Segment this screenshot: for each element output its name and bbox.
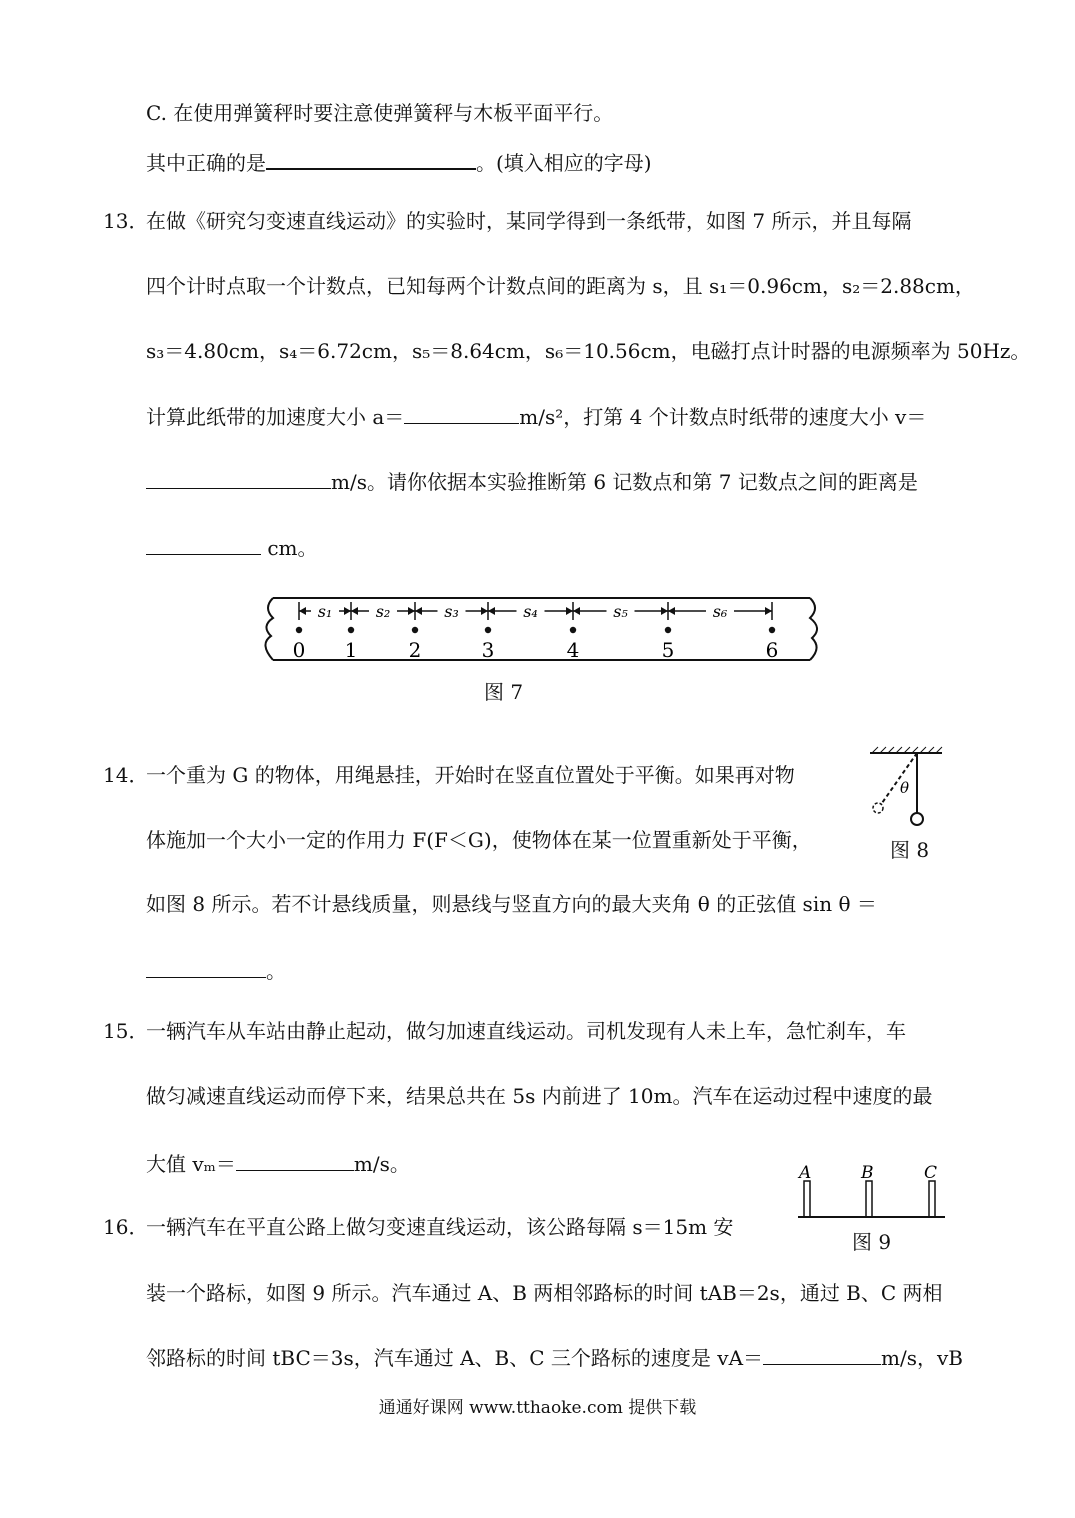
tape-arrowhead [415,607,422,615]
q12-answer-prefix: 其中正确的是 [146,151,266,175]
q12-answer-suffix: 。(填入相应的字母) [476,151,652,175]
q16-vb-label: m/s，vB [881,1346,963,1370]
tape-point-6 [769,627,775,633]
tape-point-0 [296,627,302,633]
tape-arrowhead [661,607,668,615]
q12-answer-line [146,148,652,176]
q14-period: 。 [266,959,286,983]
q13-line4 [146,403,926,430]
q14-line3: 如图 8 所示。若不计悬线质量，则悬线与竖直方向的最大夹角 θ 的正弦值 sin θ ＝ [146,892,877,916]
tape-point-label-3: 3 [481,638,495,662]
q16-va-blank [763,1344,881,1365]
tape-segment-label-6: s₆ [712,602,728,621]
q16-line3 [146,1344,963,1371]
tape-arrowhead [668,607,675,615]
q14-line2: 体施加一个大小一定的作用力 F(F＜G)，使物体在某一位置重新处于平衡， [146,828,812,852]
q15-unit: m/s。 [353,1152,410,1176]
q13-cm-unit: cm。 [261,536,318,560]
tape-arrowhead [488,607,495,615]
tape-point-5 [665,627,671,633]
q13-distance-blank [146,534,261,555]
tape-point-2 [412,627,418,633]
q12-answer-blank [266,148,476,170]
tape-segment-label-3: s₃ [444,602,459,621]
q15-vm-blank [236,1150,354,1171]
tape-segment-label-1: s₁ [317,602,333,621]
q15-vm-label: 大值 vₘ＝ [146,1152,236,1176]
q13-line5 [146,468,918,495]
q15-line2: 做匀减速直线运动而停下来，结果总共在 5s 内前进了 10m。汽车在运动过程中速度的最 [146,1084,933,1108]
figure-7-paper-tape [255,590,835,670]
tape-arrowhead [299,607,306,615]
q12-option-c: C. 在使用弹簧秤时要注意使弹簧秤与木板平面平行。 [146,101,614,125]
tape-point-label-5: 5 [661,638,675,662]
q13-number: 13． [103,209,149,233]
tape-point-4 [570,627,576,633]
q13-accel-label: 计算此纸带的加速度大小 a＝ [146,405,405,429]
figure-9-label-c: C [924,1165,938,1183]
figure-8-caption: 图 8 [890,838,930,862]
q14-line4 [146,957,286,984]
q13-line6 [146,534,318,561]
figure-8-theta: θ [900,779,910,797]
q16-number: 16． [103,1215,149,1239]
figure-8-pendulum [862,745,952,830]
q15-line3 [146,1150,410,1177]
q13-accel-blank [404,403,519,424]
tape-arrowhead [765,607,772,615]
q14-answer-blank [146,957,266,978]
q13-velocity-label: m/s²，打第 4 个计数点时纸带的速度大小 v＝ [519,405,927,429]
q16-line2: 装一个路标，如图 9 所示。汽车通过 A、B 两相邻路标的时间 tAB＝2s，通过 B、C 两相 [146,1281,943,1305]
q14-number: 14． [103,763,149,787]
q13-line1: 在做《研究匀变速直线运动》的实验时，某同学得到一条纸带，如图 7 所示，并且每隔 [146,209,912,233]
figure-9-label-a: A [799,1165,812,1183]
tape-point-label-4: 4 [566,638,580,662]
page-footer: 通通好课网 www.tthaoke.com 提供下载 [378,1398,697,1418]
q16-va-label: 邻路标的时间 tBC＝3s，汽车通过 A、B、C 三个路标的速度是 vA＝ [146,1346,764,1370]
tape-arrowhead [408,607,415,615]
tape-arrowhead [566,607,573,615]
tape-segment-label-4: s₄ [523,602,538,621]
tape-point-label-0: 0 [292,638,306,662]
tape-arrowhead [344,607,351,615]
figure-7-caption: 图 7 [484,680,524,704]
tape-point-label-2: 2 [408,638,422,662]
q13-velocity-blank [146,468,331,489]
q14-line1: 一个重为 G 的物体，用绳悬挂，开始时在竖直位置处于平衡。如果再对物 [146,763,795,787]
figure-9-caption: 图 9 [852,1230,892,1254]
q13-line2: 四个计时点取一个计数点，已知每两个计数点间的距离为 s，且 s₁＝0.96cm，s₂＝2.88cm， [146,274,975,298]
tape-arrowhead [351,607,358,615]
tape-arrowhead [573,607,580,615]
tape-point-label-1: 1 [344,638,358,662]
tape-segment-label-5: s₅ [613,602,628,621]
q16-line1: 一辆汽车在平直公路上做匀变速直线运动，该公路每隔 s＝15m 安 [146,1215,734,1239]
q15-number: 15． [103,1019,149,1043]
figure-9-label-b: B [861,1165,874,1183]
q13-line3: s₃＝4.80cm，s₄＝6.72cm，s₅＝8.64cm，s₆＝10.56cm，电磁打点计时器的电源频率为 50Hz。 [146,339,1031,363]
tape-point-3 [485,627,491,633]
q15-line1: 一辆汽车从车站由静止起动，做匀加速直线运动。司机发现有人未上车，急忙刹车，车 [146,1019,906,1043]
q13-distance-text: m/s。请你依据本实验推断第 6 记数点和第 7 记数点之间的距离是 [331,470,918,494]
tape-point-label-6: 6 [765,638,779,662]
figure-9-road-signs [795,1165,950,1225]
tape-point-1 [348,627,354,633]
tape-segment-label-2: s₂ [375,602,391,621]
tape-arrowhead [481,607,488,615]
